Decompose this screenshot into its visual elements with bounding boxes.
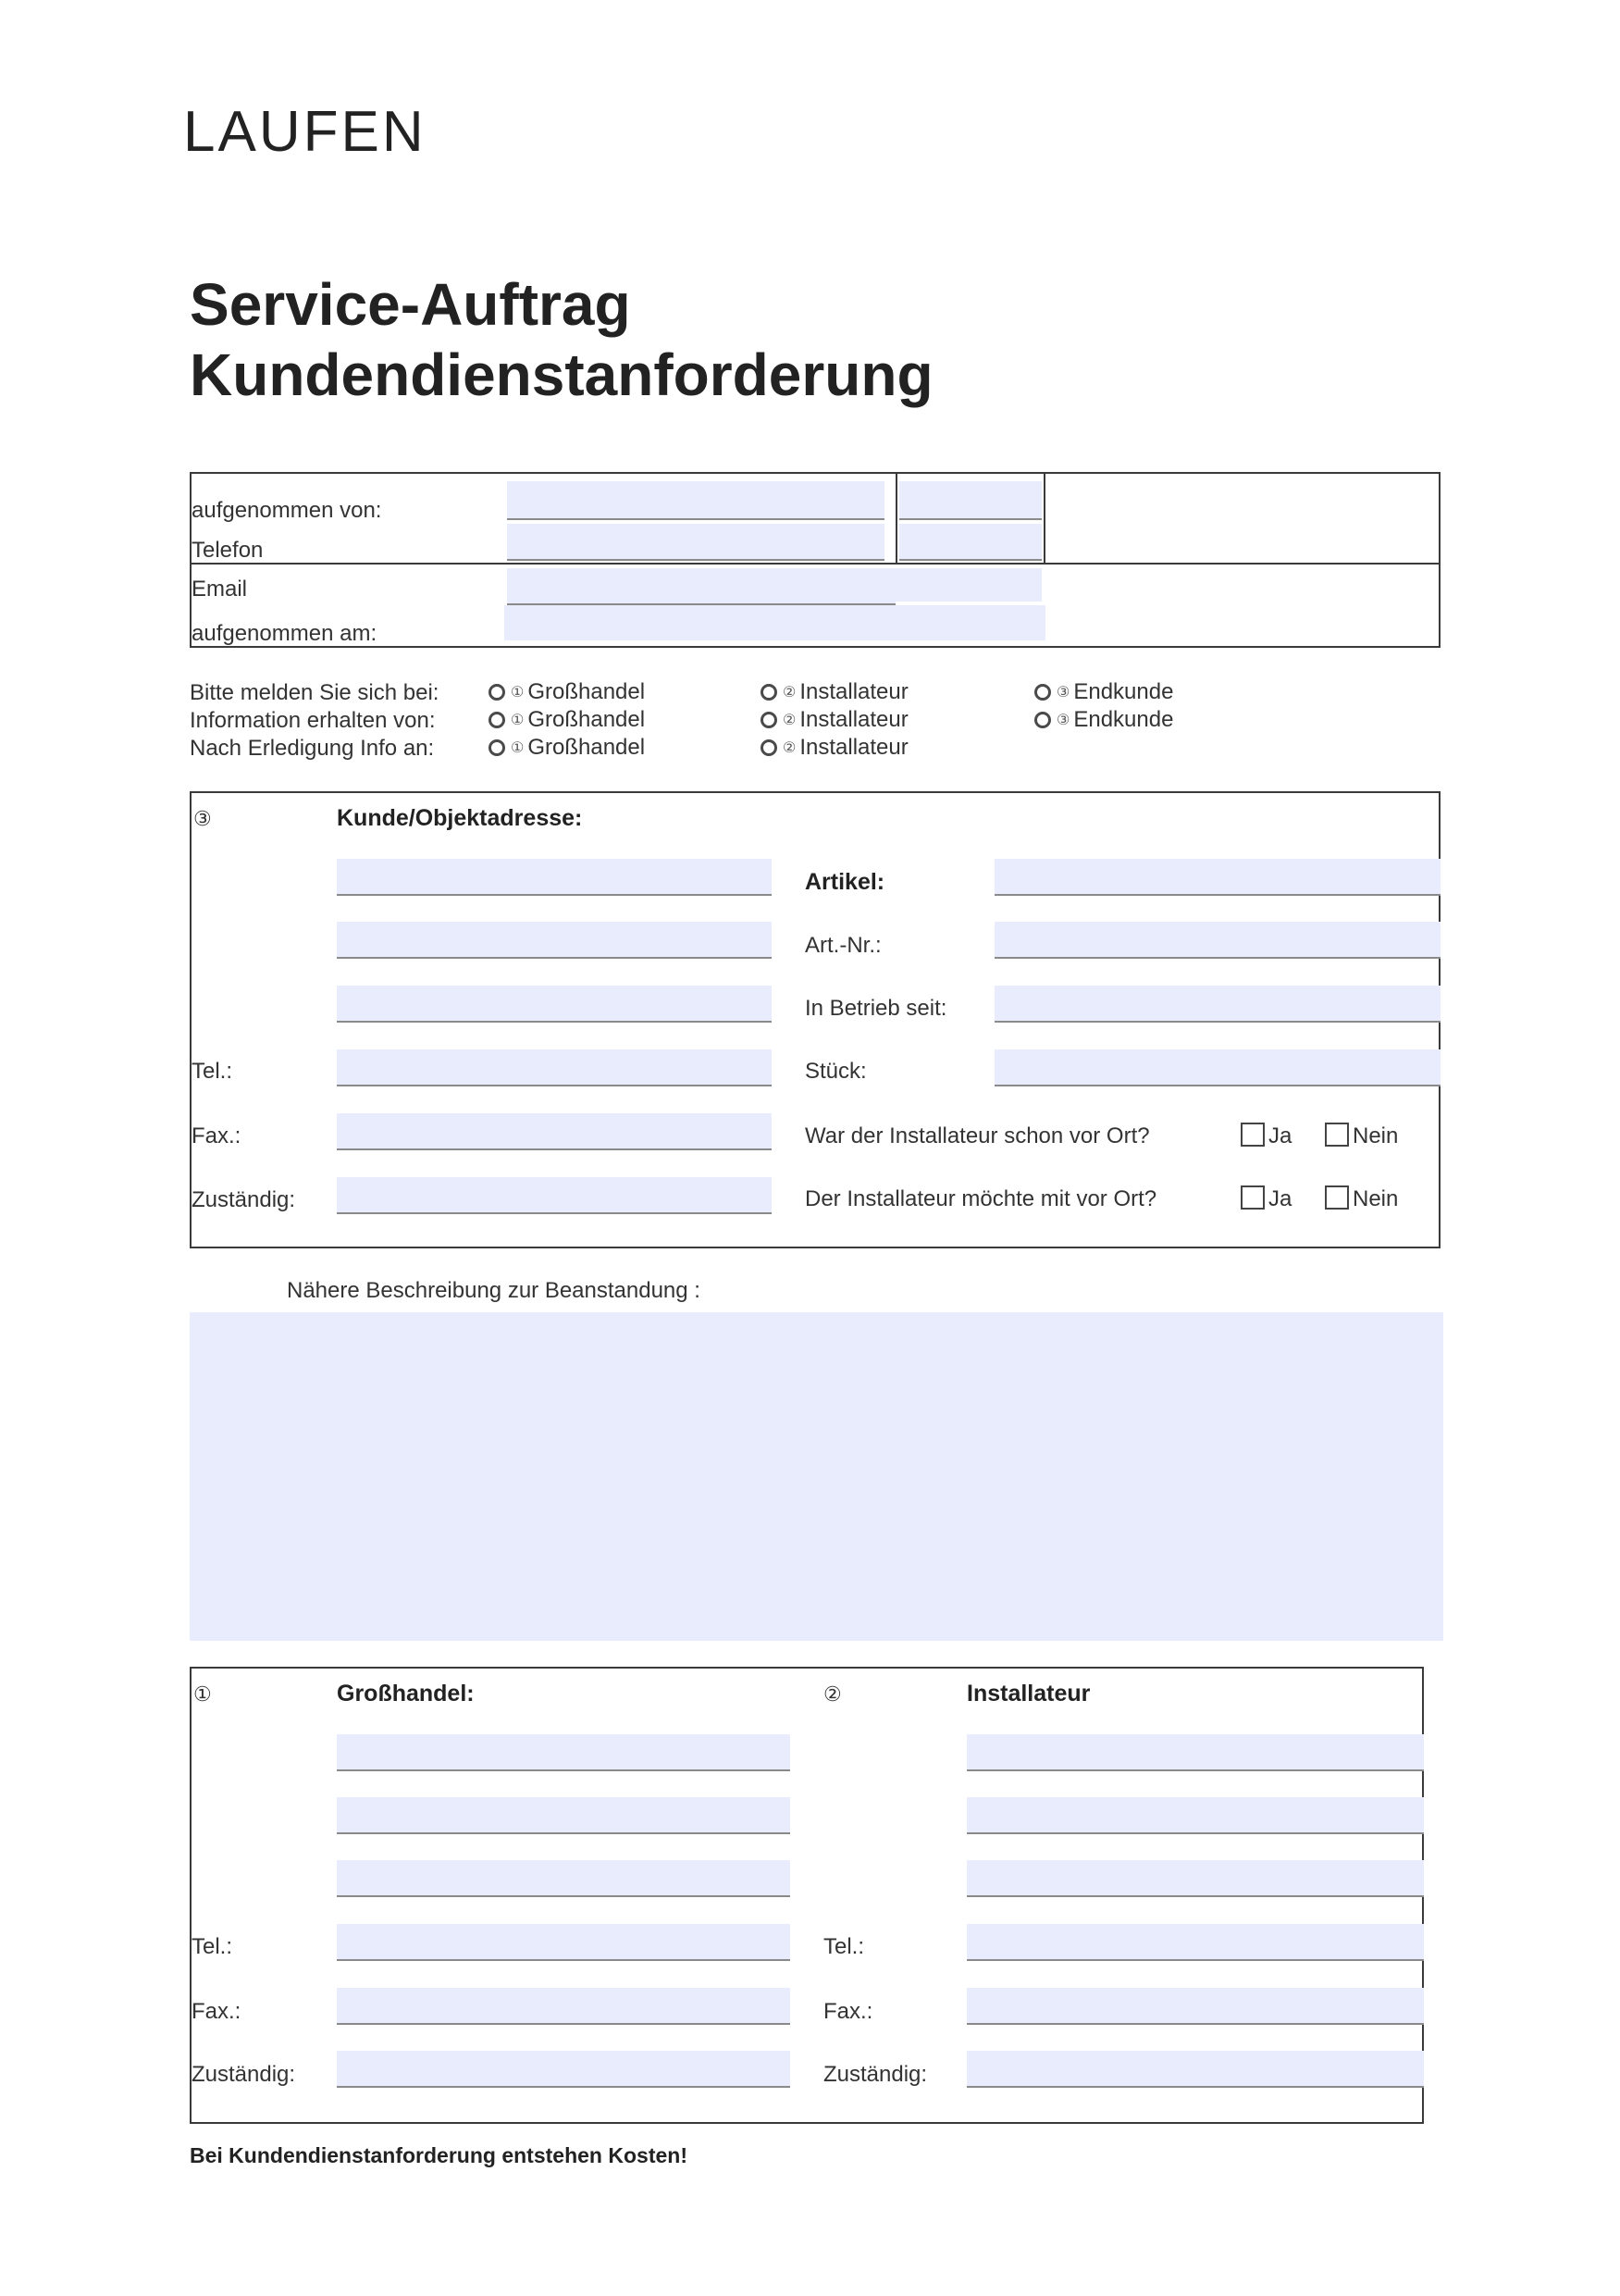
description-label: Nähere Beschreibung zur Beanstandung : — [287, 1278, 700, 1303]
installer-responsible-field[interactable] — [967, 2051, 1424, 2088]
installer-address-line-2[interactable] — [967, 1797, 1424, 1834]
wholesale-tel-label: Tel.: — [192, 1934, 233, 1959]
page-title: Service-Auftrag — [190, 271, 631, 338]
installer-join-yes-checkbox[interactable] — [1241, 1185, 1265, 1210]
radio-option-installer[interactable]: ② Installateur — [761, 679, 909, 705]
radio-circle[interactable] — [488, 739, 505, 756]
customer-tel-label: Tel.: — [192, 1059, 233, 1084]
article-no-field[interactable] — [995, 922, 1441, 959]
customer-responsible-label: Zuständig: — [192, 1187, 296, 1212]
radio-option-wholesale[interactable]: ① Großhandel — [488, 707, 645, 733]
email-extra-field[interactable] — [896, 568, 1042, 602]
installer-heading: Installateur — [967, 1681, 1091, 1706]
wholesale-address-line-2[interactable] — [337, 1797, 790, 1834]
article-no-label: Art.-Nr.: — [805, 933, 882, 958]
recorded-by-extra-field[interactable] — [899, 481, 1042, 520]
radio-option-installer[interactable]: ② Installateur — [761, 735, 909, 761]
installer-tel-field[interactable] — [967, 1924, 1424, 1961]
contact-row-label-1: Bitte melden Sie sich bei: — [190, 680, 439, 705]
installer-visited-no-checkbox[interactable] — [1325, 1123, 1349, 1147]
customer-address-line-3[interactable] — [337, 986, 772, 1023]
wholesale-tel-field[interactable] — [337, 1924, 790, 1961]
installer-visited-question: War der Installateur schon vor Ort? — [805, 1123, 1150, 1148]
phone-extra-field[interactable] — [899, 524, 1042, 561]
article-label: Artikel: — [805, 869, 885, 895]
recorded-on-field[interactable] — [504, 605, 1045, 640]
radio-circle[interactable] — [761, 739, 777, 756]
phone-label: Telefon — [192, 538, 264, 563]
customer-fax-field[interactable] — [337, 1113, 772, 1150]
radio-option-end-customer[interactable]: ③ Endkunde — [1034, 707, 1173, 733]
radio-circle[interactable] — [488, 684, 505, 701]
radio-circle[interactable] — [1034, 712, 1051, 728]
no-label: Nein — [1353, 1123, 1399, 1148]
wholesale-marker: ① — [193, 1682, 212, 1706]
installer-fax-field[interactable] — [967, 1988, 1424, 2025]
radio-option-installer[interactable]: ② Installateur — [761, 707, 909, 733]
installer-marker: ② — [823, 1682, 842, 1706]
radio-option-wholesale[interactable]: ① Großhandel — [488, 679, 645, 705]
laufen-logo: LAUFEN — [183, 100, 427, 164]
radio-option-end-customer[interactable]: ③ Endkunde — [1034, 679, 1173, 705]
customer-marker: ③ — [193, 807, 212, 830]
installer-fax-label: Fax.: — [823, 1999, 873, 2024]
wholesale-responsible-field[interactable] — [337, 2051, 790, 2088]
wholesale-fax-field[interactable] — [337, 1988, 790, 2025]
no-label: Nein — [1353, 1186, 1399, 1211]
pieces-label: Stück: — [805, 1059, 867, 1084]
page-subtitle: Kundendienstanforderung — [190, 341, 934, 408]
header-vertical-divider — [1044, 472, 1045, 563]
phone-field[interactable] — [507, 524, 884, 561]
header-divider — [190, 563, 1441, 565]
installer-address-line-1[interactable] — [967, 1734, 1424, 1771]
recorded-on-label: aufgenommen am: — [192, 621, 377, 646]
recorded-by-field[interactable] — [507, 481, 884, 520]
installer-join-no-checkbox[interactable] — [1325, 1185, 1349, 1210]
installer-address-line-3[interactable] — [967, 1860, 1424, 1897]
email-field[interactable] — [507, 568, 896, 605]
customer-fax-label: Fax.: — [192, 1123, 241, 1148]
customer-tel-field[interactable] — [337, 1049, 772, 1086]
customer-responsible-field[interactable] — [337, 1177, 772, 1214]
installer-visited-yes-checkbox[interactable] — [1241, 1123, 1265, 1147]
contact-row-label-2: Information erhalten von: — [190, 708, 436, 733]
article-field[interactable] — [995, 859, 1441, 896]
installer-responsible-label: Zuständig: — [823, 2062, 928, 2087]
radio-option-wholesale[interactable]: ① Großhandel — [488, 735, 645, 761]
in-operation-field[interactable] — [995, 986, 1441, 1023]
email-label: Email — [192, 577, 248, 602]
yes-label: Ja — [1268, 1186, 1292, 1211]
radio-circle[interactable] — [488, 712, 505, 728]
cost-notice: Bei Kundendienstanforderung entstehen Kosten! — [190, 2143, 687, 2167]
radio-circle[interactable] — [1034, 684, 1051, 701]
header-vertical-divider-2 — [896, 472, 897, 563]
recorded-by-label: aufgenommen von: — [192, 498, 382, 523]
wholesale-address-line-3[interactable] — [337, 1860, 790, 1897]
wholesale-heading: Großhandel: — [337, 1681, 475, 1706]
installer-join-question: Der Installateur möchte mit vor Ort? — [805, 1186, 1157, 1211]
in-operation-label: In Betrieb seit: — [805, 996, 947, 1021]
radio-circle[interactable] — [761, 684, 777, 701]
customer-address-line-1[interactable] — [337, 859, 772, 896]
yes-label: Ja — [1268, 1123, 1292, 1148]
wholesale-fax-label: Fax.: — [192, 1999, 241, 2024]
radio-circle[interactable] — [761, 712, 777, 728]
wholesale-responsible-label: Zuständig: — [192, 2062, 296, 2087]
contact-row-label-3: Nach Erledigung Info an: — [190, 736, 435, 761]
description-textarea[interactable] — [190, 1312, 1443, 1641]
customer-heading: Kunde/Objektadresse: — [337, 805, 583, 831]
customer-address-line-2[interactable] — [337, 922, 772, 959]
pieces-field[interactable] — [995, 1049, 1441, 1086]
installer-tel-label: Tel.: — [823, 1934, 865, 1959]
wholesale-address-line-1[interactable] — [337, 1734, 790, 1771]
